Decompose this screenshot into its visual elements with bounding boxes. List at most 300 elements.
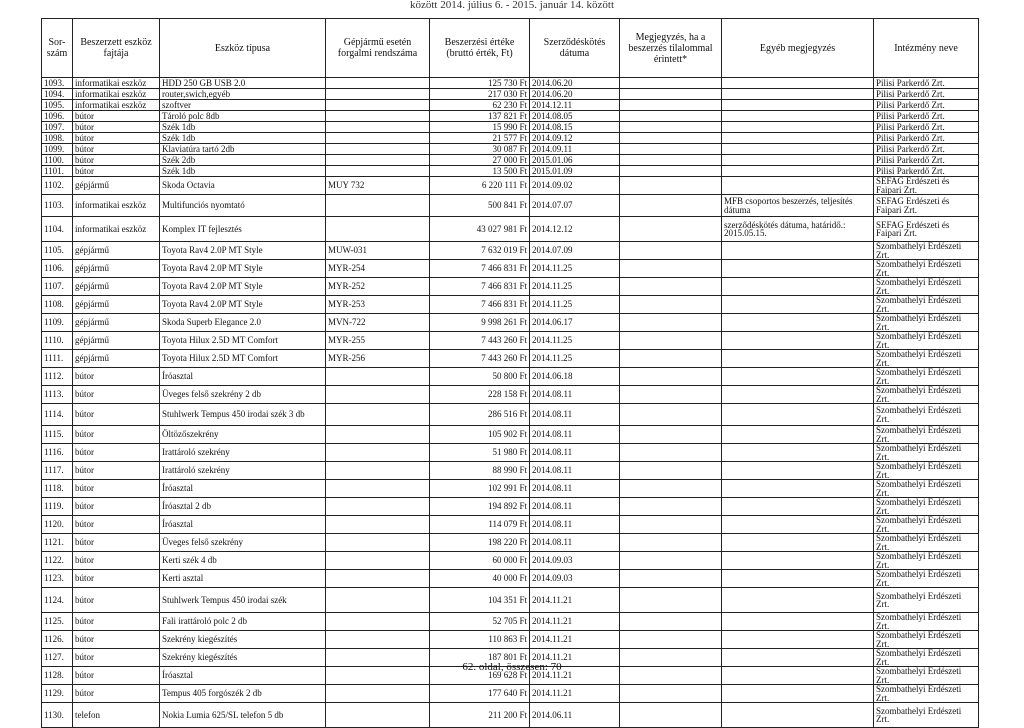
ban-note-cell bbox=[620, 685, 722, 703]
asset-type-cell: Stuhlwerk Tempus 450 irodai szék 3 db bbox=[160, 404, 326, 426]
other-note-cell bbox=[722, 133, 874, 144]
row-number-cell: 1100. bbox=[42, 155, 73, 166]
ban-note-cell bbox=[620, 242, 722, 260]
row-number-cell: 1124. bbox=[42, 588, 73, 613]
asset-type-cell: router,swich,egyéb bbox=[160, 89, 326, 100]
row-number-cell: 1112. bbox=[42, 368, 73, 386]
asset-kind-cell: informatikai eszköz bbox=[73, 195, 160, 217]
contract-date-cell: 2014.11.21 bbox=[530, 613, 620, 631]
table-row bbox=[42, 314, 979, 332]
ban-note-cell bbox=[620, 166, 722, 177]
asset-type-cell: Skoda Octavia bbox=[160, 177, 326, 195]
plate-number-cell bbox=[326, 552, 430, 570]
institution-name-cell: SEFAG Erdészeti és Faipari Zrt. bbox=[874, 217, 979, 242]
other-note-cell bbox=[722, 100, 874, 111]
other-note-cell bbox=[722, 166, 874, 177]
procurement-table bbox=[41, 18, 979, 728]
asset-type-cell: Toyota Rav4 2.0P MT Style bbox=[160, 278, 326, 296]
asset-kind-cell: bútor bbox=[73, 498, 160, 516]
row-number-cell: 1122. bbox=[42, 552, 73, 570]
ban-note-cell bbox=[620, 350, 722, 368]
contract-date-cell: 2014.07.09 bbox=[530, 242, 620, 260]
asset-type-cell: Szekrény kiegészítés bbox=[160, 631, 326, 649]
institution-name-cell: Szombathelyi Erdészeti Zrt. bbox=[874, 498, 979, 516]
row-number-cell: 1096. bbox=[42, 111, 73, 122]
purchase-value-cell: 169 628 Ft bbox=[430, 667, 530, 685]
purchase-value-cell: 198 220 Ft bbox=[430, 534, 530, 552]
asset-kind-cell: gépjármű bbox=[73, 242, 160, 260]
purchase-value-cell: 62 230 Ft bbox=[430, 100, 530, 111]
purchase-value-cell: 7 632 019 Ft bbox=[430, 242, 530, 260]
table-row bbox=[42, 350, 979, 368]
table-row bbox=[42, 516, 979, 534]
ban-note-cell bbox=[620, 155, 722, 166]
institution-name-cell: Pilisi Parkerdő Zrt. bbox=[874, 89, 979, 100]
ban-note-cell bbox=[620, 386, 722, 404]
row-number-cell: 1119. bbox=[42, 498, 73, 516]
other-note-cell bbox=[722, 480, 874, 498]
plate-number-cell bbox=[326, 516, 430, 534]
plate-number-cell bbox=[326, 570, 430, 588]
contract-date-cell: 2014.09.11 bbox=[530, 144, 620, 155]
asset-type-cell: Szék 1db bbox=[160, 122, 326, 133]
other-note-cell bbox=[722, 242, 874, 260]
row-number-cell: 1108. bbox=[42, 296, 73, 314]
asset-kind-cell: bútor bbox=[73, 133, 160, 144]
contract-date-cell: 2015.01.09 bbox=[530, 166, 620, 177]
institution-name-cell: SEFAG Erdészeti és Faipari Zrt. bbox=[874, 195, 979, 217]
asset-kind-cell: bútor bbox=[73, 404, 160, 426]
plate-number-cell bbox=[326, 588, 430, 613]
ban-note-cell bbox=[620, 534, 722, 552]
row-number-cell: 1125. bbox=[42, 613, 73, 631]
row-number-cell: 1110. bbox=[42, 332, 73, 350]
ban-note-cell bbox=[620, 296, 722, 314]
col-header: Sor-szám bbox=[42, 19, 73, 78]
contract-date-cell: 2014.06.20 bbox=[530, 78, 620, 89]
plate-number-cell: MYR-256 bbox=[326, 350, 430, 368]
ban-note-cell bbox=[620, 570, 722, 588]
plate-number-cell: MYR-254 bbox=[326, 260, 430, 278]
ban-note-cell bbox=[620, 260, 722, 278]
table-row bbox=[42, 133, 979, 144]
plate-number-cell: MYR-252 bbox=[326, 278, 430, 296]
row-number-cell: 1093. bbox=[42, 78, 73, 89]
row-number-cell: 1121. bbox=[42, 534, 73, 552]
asset-type-cell: Skoda Superb Elegance 2.0 bbox=[160, 314, 326, 332]
institution-name-cell: Szombathelyi Erdészeti Zrt. bbox=[874, 552, 979, 570]
contract-date-cell: 2014.08.11 bbox=[530, 462, 620, 480]
contract-date-cell: 2014.06.17 bbox=[530, 314, 620, 332]
purchase-value-cell: 7 466 831 Ft bbox=[430, 260, 530, 278]
asset-type-cell: Szék 2db bbox=[160, 155, 326, 166]
other-note-cell bbox=[722, 350, 874, 368]
other-note-cell bbox=[722, 631, 874, 649]
contract-date-cell: 2014.11.25 bbox=[530, 350, 620, 368]
ban-note-cell bbox=[620, 314, 722, 332]
institution-name-cell: Pilisi Parkerdő Zrt. bbox=[874, 144, 979, 155]
table-row bbox=[42, 534, 979, 552]
row-number-cell: 1118. bbox=[42, 480, 73, 498]
institution-name-cell: Szombathelyi Erdészeti Zrt. bbox=[874, 649, 979, 667]
table-row bbox=[42, 278, 979, 296]
institution-name-cell: Szombathelyi Erdészeti Zrt. bbox=[874, 534, 979, 552]
institution-name-cell: Pilisi Parkerdő Zrt. bbox=[874, 100, 979, 111]
plate-number-cell bbox=[326, 386, 430, 404]
ban-note-cell bbox=[620, 78, 722, 89]
table-row bbox=[42, 332, 979, 350]
plate-number-cell bbox=[326, 685, 430, 703]
ban-note-cell bbox=[620, 631, 722, 649]
row-number-cell: 1102. bbox=[42, 177, 73, 195]
row-number-cell: 1106. bbox=[42, 260, 73, 278]
other-note-cell bbox=[722, 78, 874, 89]
asset-kind-cell: bútor bbox=[73, 480, 160, 498]
institution-name-cell: Szombathelyi Erdészeti Zrt. bbox=[874, 242, 979, 260]
plate-number-cell bbox=[326, 122, 430, 133]
contract-date-cell: 2014.08.11 bbox=[530, 426, 620, 444]
institution-name-cell: Szombathelyi Erdészeti Zrt. bbox=[874, 314, 979, 332]
other-note-cell bbox=[722, 613, 874, 631]
table-row bbox=[42, 89, 979, 100]
contract-date-cell: 2014.11.21 bbox=[530, 588, 620, 613]
purchase-value-cell: 110 863 Ft bbox=[430, 631, 530, 649]
plate-number-cell bbox=[326, 426, 430, 444]
asset-kind-cell: bútor bbox=[73, 462, 160, 480]
table-row bbox=[42, 111, 979, 122]
asset-type-cell: Szekrény kiegészítés bbox=[160, 649, 326, 667]
purchase-value-cell: 30 087 Ft bbox=[430, 144, 530, 155]
asset-kind-cell: bútor bbox=[73, 588, 160, 613]
purchase-value-cell: 15 990 Ft bbox=[430, 122, 530, 133]
asset-type-cell: Multifunciós nyomtató bbox=[160, 195, 326, 217]
asset-kind-cell: bútor bbox=[73, 631, 160, 649]
plate-number-cell bbox=[326, 155, 430, 166]
table-row bbox=[42, 570, 979, 588]
asset-type-cell: Komplex IT fejlesztés bbox=[160, 217, 326, 242]
table-row bbox=[42, 100, 979, 111]
table-row bbox=[42, 480, 979, 498]
row-number-cell: 1109. bbox=[42, 314, 73, 332]
asset-type-cell: Üveges felső szekrény bbox=[160, 534, 326, 552]
institution-name-cell: Szombathelyi Erdészeti Zrt. bbox=[874, 480, 979, 498]
ban-note-cell bbox=[620, 195, 722, 217]
asset-type-cell: Íróasztal 2 db bbox=[160, 498, 326, 516]
ban-note-cell bbox=[620, 177, 722, 195]
asset-kind-cell: gépjármű bbox=[73, 296, 160, 314]
asset-type-cell: Toyota Rav4 2.0P MT Style bbox=[160, 242, 326, 260]
other-note-cell bbox=[722, 570, 874, 588]
contract-date-cell: 2014.06.11 bbox=[530, 703, 620, 728]
table-row bbox=[42, 144, 979, 155]
ban-note-cell bbox=[620, 480, 722, 498]
institution-name-cell: SEFAG Erdészeti és Faipari Zrt. bbox=[874, 177, 979, 195]
table-row bbox=[42, 685, 979, 703]
row-number-cell: 1114. bbox=[42, 404, 73, 426]
asset-type-cell: Toyota Rav4 2.0P MT Style bbox=[160, 260, 326, 278]
institution-name-cell: Szombathelyi Erdészeti Zrt. bbox=[874, 667, 979, 685]
purchase-value-cell: 9 998 261 Ft bbox=[430, 314, 530, 332]
col-header: Gépjármű esetén forgalmi rendszáma bbox=[326, 19, 430, 78]
other-note-cell bbox=[722, 552, 874, 570]
plate-number-cell bbox=[326, 534, 430, 552]
col-header: Beszerzési értéke (bruttó érték, Ft) bbox=[430, 19, 530, 78]
ban-note-cell bbox=[620, 89, 722, 100]
other-note-cell bbox=[722, 177, 874, 195]
asset-type-cell: Stuhlwerk Tempus 450 irodai szék bbox=[160, 588, 326, 613]
asset-kind-cell: bútor bbox=[73, 368, 160, 386]
plate-number-cell: MUY 732 bbox=[326, 177, 430, 195]
purchase-value-cell: 7 466 831 Ft bbox=[430, 278, 530, 296]
plate-number-cell bbox=[326, 195, 430, 217]
asset-type-cell: Íróasztal bbox=[160, 480, 326, 498]
table-row bbox=[42, 404, 979, 426]
asset-kind-cell: informatikai eszköz bbox=[73, 89, 160, 100]
table-row bbox=[42, 296, 979, 314]
contract-date-cell: 2014.11.21 bbox=[530, 631, 620, 649]
plate-number-cell bbox=[326, 133, 430, 144]
row-number-cell: 1127. bbox=[42, 649, 73, 667]
institution-name-cell: Szombathelyi Erdészeti Zrt. bbox=[874, 332, 979, 350]
asset-type-cell: Tároló polc 8db bbox=[160, 111, 326, 122]
col-header: Szerződéskötés dátuma bbox=[530, 19, 620, 78]
institution-name-cell: Szombathelyi Erdészeti Zrt. bbox=[874, 631, 979, 649]
purchase-value-cell: 51 980 Ft bbox=[430, 444, 530, 462]
other-note-cell bbox=[722, 122, 874, 133]
asset-type-cell: szoftver bbox=[160, 100, 326, 111]
ban-note-cell bbox=[620, 703, 722, 728]
plate-number-cell bbox=[326, 703, 430, 728]
asset-type-cell: Üveges felső szekrény 2 db bbox=[160, 386, 326, 404]
plate-number-cell: MYR-255 bbox=[326, 332, 430, 350]
asset-type-cell: Toyota Hilux 2.5D MT Comfort bbox=[160, 350, 326, 368]
asset-type-cell: Íróasztal bbox=[160, 516, 326, 534]
purchase-value-cell: 105 902 Ft bbox=[430, 426, 530, 444]
purchase-value-cell: 114 079 Ft bbox=[430, 516, 530, 534]
asset-type-cell: Fali irattároló polc 2 db bbox=[160, 613, 326, 631]
institution-name-cell: Szombathelyi Erdészeti Zrt. bbox=[874, 703, 979, 728]
asset-kind-cell: bútor bbox=[73, 166, 160, 177]
asset-type-cell: Nokia Lumia 625/SL telefon 5 db bbox=[160, 703, 326, 728]
plate-number-cell bbox=[326, 498, 430, 516]
contract-date-cell: 2014.08.11 bbox=[530, 534, 620, 552]
plate-number-cell bbox=[326, 480, 430, 498]
plate-number-cell: MVN-722 bbox=[326, 314, 430, 332]
plate-number-cell bbox=[326, 631, 430, 649]
institution-name-cell: Pilisi Parkerdő Zrt. bbox=[874, 133, 979, 144]
page-footer: 62. oldal, összesen: 70 bbox=[462, 661, 562, 673]
purchase-value-cell: 211 200 Ft bbox=[430, 703, 530, 728]
row-number-cell: 1101. bbox=[42, 166, 73, 177]
institution-name-cell: Pilisi Parkerdő Zrt. bbox=[874, 122, 979, 133]
table-row bbox=[42, 703, 979, 728]
institution-name-cell: Szombathelyi Erdészeti Zrt. bbox=[874, 570, 979, 588]
ban-note-cell bbox=[620, 498, 722, 516]
col-header: Egyéb megjegyzés bbox=[722, 19, 874, 78]
plate-number-cell bbox=[326, 613, 430, 631]
table-row bbox=[42, 368, 979, 386]
row-number-cell: 1120. bbox=[42, 516, 73, 534]
plate-number-cell bbox=[326, 100, 430, 111]
asset-kind-cell: bútor bbox=[73, 111, 160, 122]
other-note-cell bbox=[722, 314, 874, 332]
contract-date-cell: 2014.09.03 bbox=[530, 570, 620, 588]
row-number-cell: 1129. bbox=[42, 685, 73, 703]
plate-number-cell: MYR-253 bbox=[326, 296, 430, 314]
other-note-cell bbox=[722, 386, 874, 404]
table-row bbox=[42, 462, 979, 480]
other-note-cell bbox=[722, 426, 874, 444]
ban-note-cell bbox=[620, 426, 722, 444]
table-row bbox=[42, 260, 979, 278]
plate-number-cell: MUW-031 bbox=[326, 242, 430, 260]
purchase-value-cell: 21 577 Ft bbox=[430, 133, 530, 144]
institution-name-cell: Szombathelyi Erdészeti Zrt. bbox=[874, 426, 979, 444]
institution-name-cell: Pilisi Parkerdő Zrt. bbox=[874, 111, 979, 122]
other-note-cell bbox=[722, 516, 874, 534]
table-row bbox=[42, 78, 979, 89]
asset-type-cell: Szék 1db bbox=[160, 133, 326, 144]
contract-date-cell: 2014.11.21 bbox=[530, 667, 620, 685]
contract-date-cell: 2014.11.25 bbox=[530, 260, 620, 278]
plate-number-cell bbox=[326, 217, 430, 242]
table-row bbox=[42, 588, 979, 613]
row-number-cell: 1113. bbox=[42, 386, 73, 404]
institution-name-cell: Szombathelyi Erdészeti Zrt. bbox=[874, 386, 979, 404]
row-number-cell: 1117. bbox=[42, 462, 73, 480]
asset-kind-cell: bútor bbox=[73, 122, 160, 133]
purchase-value-cell: 7 466 831 Ft bbox=[430, 296, 530, 314]
row-number-cell: 1128. bbox=[42, 667, 73, 685]
asset-kind-cell: gépjármű bbox=[73, 332, 160, 350]
purchase-value-cell: 60 000 Ft bbox=[430, 552, 530, 570]
other-note-cell bbox=[722, 368, 874, 386]
contract-date-cell: 2014.08.11 bbox=[530, 386, 620, 404]
ban-note-cell bbox=[620, 613, 722, 631]
asset-type-cell: Kerti asztal bbox=[160, 570, 326, 588]
other-note-cell bbox=[722, 404, 874, 426]
purchase-value-cell: 13 500 Ft bbox=[430, 166, 530, 177]
asset-kind-cell: bútor bbox=[73, 144, 160, 155]
other-note-cell bbox=[722, 260, 874, 278]
other-note-cell bbox=[722, 444, 874, 462]
row-number-cell: 1116. bbox=[42, 444, 73, 462]
row-number-cell: 1126. bbox=[42, 631, 73, 649]
purchase-value-cell: 228 158 Ft bbox=[430, 386, 530, 404]
asset-kind-cell: bútor bbox=[73, 386, 160, 404]
asset-kind-cell: bútor bbox=[73, 613, 160, 631]
contract-date-cell: 2014.11.21 bbox=[530, 649, 620, 667]
purchase-value-cell: 88 990 Ft bbox=[430, 462, 530, 480]
ban-note-cell bbox=[620, 462, 722, 480]
asset-type-cell: Klaviatúra tartó 2db bbox=[160, 144, 326, 155]
contract-date-cell: 2014.08.11 bbox=[530, 498, 620, 516]
other-note-cell bbox=[722, 144, 874, 155]
plate-number-cell bbox=[326, 144, 430, 155]
asset-kind-cell: bútor bbox=[73, 516, 160, 534]
institution-name-cell: Pilisi Parkerdő Zrt. bbox=[874, 155, 979, 166]
purchase-value-cell: 500 841 Ft bbox=[430, 195, 530, 217]
other-note-cell: MFB csoportos beszerzés, teljesítés dátuma bbox=[722, 195, 874, 217]
other-note-cell bbox=[722, 278, 874, 296]
purchase-value-cell: 50 800 Ft bbox=[430, 368, 530, 386]
purchase-value-cell: 7 443 260 Ft bbox=[430, 332, 530, 350]
ban-note-cell bbox=[620, 100, 722, 111]
table-row bbox=[42, 631, 979, 649]
table-row bbox=[42, 613, 979, 631]
row-number-cell: 1097. bbox=[42, 122, 73, 133]
institution-name-cell: Szombathelyi Erdészeti Zrt. bbox=[874, 260, 979, 278]
institution-name-cell: Pilisi Parkerdő Zrt. bbox=[874, 78, 979, 89]
ban-note-cell bbox=[620, 552, 722, 570]
asset-type-cell: Irattároló szekrény bbox=[160, 462, 326, 480]
purchase-value-cell: 187 801 Ft bbox=[430, 649, 530, 667]
other-note-cell bbox=[722, 155, 874, 166]
ban-note-cell bbox=[620, 368, 722, 386]
table-row bbox=[42, 155, 979, 166]
purchase-value-cell: 27 000 Ft bbox=[430, 155, 530, 166]
asset-kind-cell: gépjármű bbox=[73, 278, 160, 296]
purchase-value-cell: 52 705 Ft bbox=[430, 613, 530, 631]
other-note-cell bbox=[722, 89, 874, 100]
contract-date-cell: 2014.09.03 bbox=[530, 552, 620, 570]
table-row bbox=[42, 195, 979, 217]
plate-number-cell bbox=[326, 462, 430, 480]
table-row bbox=[42, 242, 979, 260]
ban-note-cell bbox=[620, 133, 722, 144]
col-header: Megjegyzés, ha a beszerzés tilalommal érintett* bbox=[620, 19, 722, 78]
purchase-value-cell: 137 821 Ft bbox=[430, 111, 530, 122]
asset-type-cell: Toyota Hilux 2.5D MT Comfort bbox=[160, 332, 326, 350]
contract-date-cell: 2014.09.12 bbox=[530, 133, 620, 144]
col-header: Intézmény neve bbox=[874, 19, 979, 78]
institution-name-cell: Szombathelyi Erdészeti Zrt. bbox=[874, 685, 979, 703]
row-number-cell: 1095. bbox=[42, 100, 73, 111]
table-row bbox=[42, 177, 979, 195]
asset-type-cell: HDD 250 GB USB 2.0 bbox=[160, 78, 326, 89]
page-header: között 2014. július 6. - 2015. január 14. között bbox=[409, 0, 615, 11]
contract-date-cell: 2014.06.20 bbox=[530, 89, 620, 100]
asset-kind-cell: gépjármű bbox=[73, 314, 160, 332]
asset-kind-cell: bútor bbox=[73, 444, 160, 462]
asset-kind-cell: bútor bbox=[73, 649, 160, 667]
other-note-cell bbox=[722, 332, 874, 350]
purchase-value-cell: 194 892 Ft bbox=[430, 498, 530, 516]
institution-name-cell: Szombathelyi Erdészeti Zrt. bbox=[874, 350, 979, 368]
purchase-value-cell: 6 220 111 Ft bbox=[430, 177, 530, 195]
other-note-cell bbox=[722, 498, 874, 516]
asset-kind-cell: informatikai eszköz bbox=[73, 100, 160, 111]
purchase-value-cell: 7 443 260 Ft bbox=[430, 350, 530, 368]
contract-date-cell: 2014.08.05 bbox=[530, 111, 620, 122]
row-number-cell: 1104. bbox=[42, 217, 73, 242]
other-note-cell bbox=[722, 588, 874, 613]
table-row bbox=[42, 386, 979, 404]
institution-name-cell: Szombathelyi Erdészeti Zrt. bbox=[874, 296, 979, 314]
contract-date-cell: 2014.11.21 bbox=[530, 685, 620, 703]
institution-name-cell: Szombathelyi Erdészeti Zrt. bbox=[874, 278, 979, 296]
ban-note-cell bbox=[620, 111, 722, 122]
purchase-value-cell: 125 730 Ft bbox=[430, 78, 530, 89]
purchase-value-cell: 217 030 Ft bbox=[430, 89, 530, 100]
institution-name-cell: Szombathelyi Erdészeti Zrt. bbox=[874, 368, 979, 386]
contract-date-cell: 2014.12.12 bbox=[530, 217, 620, 242]
asset-type-cell: Íróasztal bbox=[160, 368, 326, 386]
row-number-cell: 1094. bbox=[42, 89, 73, 100]
asset-kind-cell: bútor bbox=[73, 552, 160, 570]
row-number-cell: 1111. bbox=[42, 350, 73, 368]
contract-date-cell: 2014.11.25 bbox=[530, 332, 620, 350]
